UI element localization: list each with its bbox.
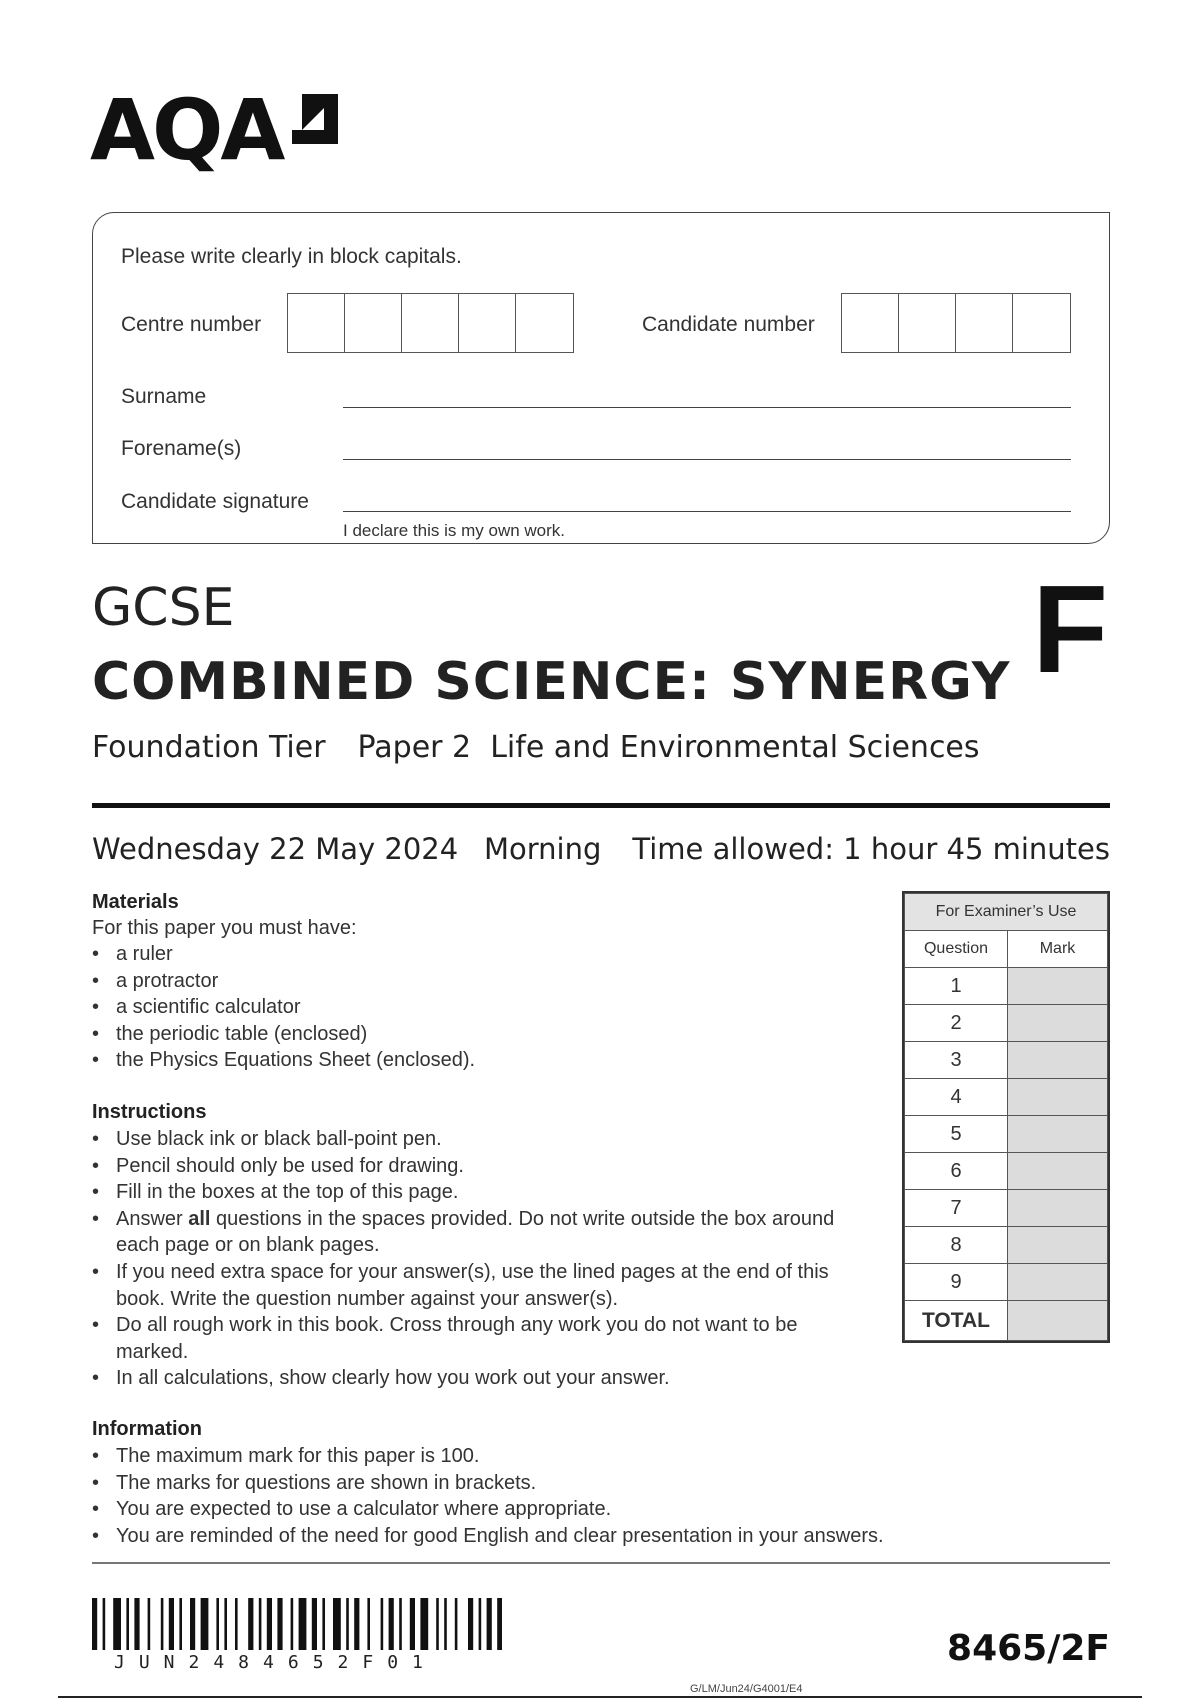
- exam-date: Wednesday 22 May 2024: [92, 832, 459, 866]
- paper-number: Paper 2: [357, 730, 472, 765]
- list-item: • You are reminded of the need for good English and clear presentation in your answers.: [92, 1523, 992, 1550]
- reference-code: G/LM/Jun24/G4001/E4: [690, 1683, 803, 1695]
- total-label: TOTAL: [905, 1301, 1008, 1341]
- instructions-heading: Instructions: [92, 1101, 207, 1123]
- centre-number-digit[interactable]: [402, 294, 459, 352]
- mark-cell: [1008, 1042, 1108, 1079]
- mark-column-header: Mark: [1008, 931, 1108, 968]
- mark-cell: [1008, 1190, 1108, 1227]
- list-item: • If you need extra space for your answer(s), use the lined pages at the end of this book. Write the question number against your answer(s).: [92, 1259, 872, 1312]
- materials-heading: Materials: [92, 891, 179, 913]
- list-item: • Fill in the boxes at the top of this page.: [92, 1179, 872, 1206]
- list-item: • the periodic table (enclosed): [92, 1021, 475, 1048]
- subject-title: COMBINED SCIENCE: SYNERGY: [92, 652, 1011, 712]
- question-number: 1: [905, 968, 1008, 1005]
- mark-cell: [1008, 1153, 1108, 1190]
- paper-number-title: [358, 730, 980, 765]
- list-item: • Do all rough work in this book. Cross through any work you do not want to be marked.: [92, 1312, 872, 1365]
- bottom-rule: [58, 1696, 1142, 1698]
- question-number: 4: [905, 1079, 1008, 1116]
- candidate-number-digit[interactable]: [956, 294, 1013, 352]
- title-divider: [92, 803, 1110, 808]
- list-item: [92, 1206, 872, 1259]
- qualification-title: GCSE: [92, 578, 235, 638]
- question-number: 2: [905, 1005, 1008, 1042]
- list-item: • Pencil should only be used for drawing.: [92, 1153, 872, 1180]
- footer-divider: [92, 1562, 1110, 1564]
- list-item: • a ruler: [92, 941, 475, 968]
- examiner-table-title: For Examiner’s Use: [905, 894, 1108, 931]
- paper-title: Life and Environmental Sciences: [490, 730, 980, 765]
- barcode-text: JUN2484652F01: [114, 1652, 437, 1673]
- centre-number-digit[interactable]: [516, 294, 573, 352]
- answer-all-bold: all: [188, 1207, 211, 1230]
- list-item: • The marks for questions are shown in brackets.: [92, 1470, 992, 1497]
- materials-list: [92, 941, 475, 1074]
- tier-paper-line: [92, 730, 980, 765]
- tier-label: Foundation Tier: [92, 730, 326, 765]
- forenames-line[interactable]: [343, 459, 1071, 460]
- list-item: • Use black ink or black ball-point pen.: [92, 1126, 872, 1153]
- candidate-details-box: [92, 212, 1110, 544]
- tier-letter: F: [1032, 561, 1108, 699]
- centre-number-label: Centre number: [121, 313, 262, 336]
- answer-all-pre: Answer: [116, 1207, 189, 1230]
- centre-number-digit[interactable]: [288, 294, 345, 352]
- aqa-logo: [90, 81, 342, 183]
- aqa-mark-icon: [288, 90, 342, 148]
- surname-line[interactable]: [343, 407, 1071, 408]
- surname-label: Surname: [121, 385, 207, 408]
- list-item: • In all calculations, show clearly how you work out your answer.: [92, 1365, 872, 1392]
- block-capitals-hint: Please write clearly in block capitals.: [121, 245, 462, 268]
- candidate-number-digit[interactable]: [842, 294, 899, 352]
- time-allowed: Time allowed: 1 hour 45 minutes: [632, 832, 1110, 866]
- question-number: 6: [905, 1153, 1008, 1190]
- information-list: [92, 1443, 992, 1549]
- question-number: 3: [905, 1042, 1008, 1079]
- mark-cell: [1008, 1116, 1108, 1153]
- materials-intro: For this paper you must have:: [92, 917, 357, 939]
- centre-number-digit[interactable]: [345, 294, 402, 352]
- declaration-text: I declare this is my own work.: [343, 521, 566, 540]
- mark-cell: [1008, 1227, 1108, 1264]
- question-column-header: Question: [905, 931, 1008, 968]
- exam-session: Morning: [484, 832, 602, 866]
- information-heading: Information: [92, 1418, 202, 1440]
- logo-text: AQA: [90, 81, 283, 179]
- question-number: 8: [905, 1227, 1008, 1264]
- centre-number-digit[interactable]: [459, 294, 516, 352]
- mark-cell: [1008, 1079, 1108, 1116]
- candidate-number-digit[interactable]: [899, 294, 956, 352]
- instructions-list: [92, 1126, 872, 1392]
- signature-label: Candidate signature: [121, 490, 309, 513]
- barcode-icon: [92, 1598, 502, 1650]
- list-item: • a protractor: [92, 968, 475, 995]
- answer-all-post: questions in the spaces provided. Do not write outside the box around each page or on blank pages.: [116, 1207, 835, 1257]
- mark-cell: [1008, 968, 1108, 1005]
- candidate-number-boxes[interactable]: [841, 293, 1071, 353]
- candidate-number-digit[interactable]: [1013, 294, 1070, 352]
- examiner-use-table: [904, 893, 1108, 1341]
- list-item: • The maximum mark for this paper is 100.: [92, 1443, 992, 1470]
- list-item: • the Physics Equations Sheet (enclosed).: [92, 1047, 475, 1074]
- total-mark-cell: [1008, 1301, 1108, 1341]
- forenames-label: Forename(s): [121, 437, 242, 460]
- mark-cell: [1008, 1005, 1108, 1042]
- centre-number-boxes[interactable]: [287, 293, 574, 353]
- list-item: • You are expected to use a calculator where appropriate.: [92, 1496, 992, 1523]
- list-item: • a scientific calculator: [92, 994, 475, 1021]
- mark-cell: [1008, 1264, 1108, 1301]
- question-number: 5: [905, 1116, 1008, 1153]
- candidate-number-label: Candidate number: [642, 313, 815, 336]
- question-number: 7: [905, 1190, 1008, 1227]
- paper-code: 8465/2F: [947, 1628, 1110, 1669]
- signature-line[interactable]: [343, 511, 1071, 512]
- question-number: 9: [905, 1264, 1008, 1301]
